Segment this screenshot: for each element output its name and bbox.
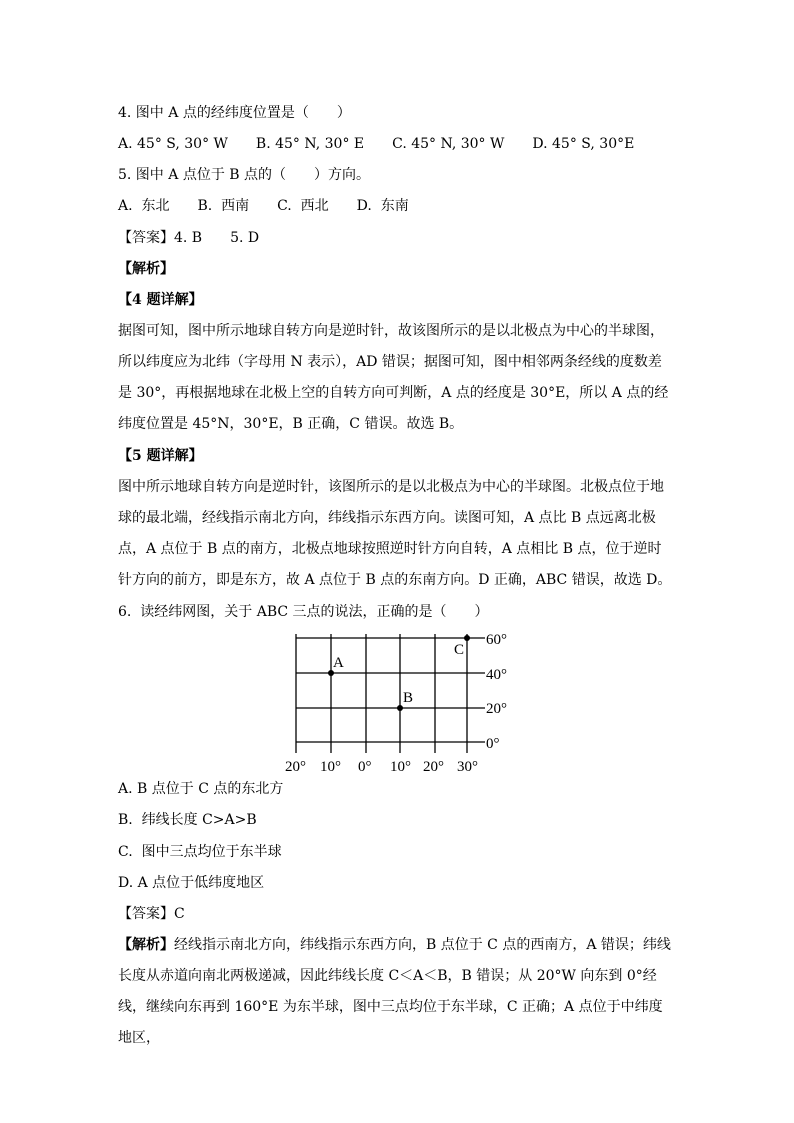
question-6-option-c: C. 图中三点均位于东半球 (118, 844, 282, 860)
question-4-detail-heading: 【4 题详解】 (118, 292, 203, 308)
question-4-options: A. 45° S, 30° W B. 45° N, 30° E C. 45° N, 30° W D. 45° S, 30°E (118, 136, 635, 152)
question-5-stem: 5. 图中 A 点位于 B 点的（ ）方向。 (118, 167, 371, 183)
lon-label-0: 0° (358, 759, 372, 775)
question-5-detail-body: 图中所示地球自转方向是逆时针，该图所示的是以北极点为中心的半球图。北极点位于地球的最北端，经线指示南北方向，纬线指示东西方向。读图可知，A 点比 B 点远离北极点，A 点位于 B 点的南方，北极点地球按照逆时针方向自转，A 点相比 B 点，位于逆时针方向的前方，即是东方，故 A 点位于 B 点的东南方向。D 正确，ABC 错误，故选 D。 (118, 479, 672, 588)
lat-label-0: 0° (486, 736, 500, 752)
question-6-option-d: D. A 点位于低纬度地区 (118, 875, 265, 891)
point-c-marker (464, 635, 470, 641)
question-6-analysis-label: 【解析】 (118, 937, 174, 953)
lat-label-40: 40° (486, 667, 507, 683)
lon-label-20e: 20° (423, 759, 444, 775)
lon-label-10e: 10° (390, 759, 411, 775)
question-6-option-b: B. 纬线长度 C>A>B (118, 812, 257, 828)
question-5-options: A. 东北 B. 西南 C. 西北 D. 东南 (118, 198, 409, 214)
point-c-label: C (454, 642, 465, 658)
question-6-answer: 【答案】C (118, 906, 185, 922)
analysis-label: 【解析】 (118, 261, 174, 277)
lat-label-20: 20° (486, 701, 507, 717)
lon-label-30e: 30° (457, 759, 478, 775)
point-b-label: B (403, 690, 414, 706)
lat-label-60: 60° (486, 632, 507, 648)
question-4-detail-body: 据图可知，图中所示地球自转方向是逆时针，故该图所示的是以北极点为中心的半球图，所以纬度应为北纬（字母用 N 表示），AD 错误；据图可知，图中相邻两条经线的度数差是 30°，再根据地球在北极上空的自转方向可判断，A 点的经度是 30°E，所以 A 点的经纬度位置是 45°N，30°E，B 正确，C 错误。故选 B。 (118, 323, 669, 432)
answer-4-5: 【答案】4. B 5. D (118, 230, 260, 246)
lon-label-20w: 20° (285, 759, 306, 775)
lat-lon-grid-figure (280, 628, 510, 778)
point-a-label: A (333, 655, 344, 671)
question-6-stem: 6. 读经纬网图，关于 ABC 三点的说法，正确的是（ ） (118, 604, 489, 620)
question-6-analysis-body: 经线指示南北方向，纬线指示东西方向，B 点位于 C 点的西南方，A 错误；纬线长度从赤道向南北两极递减，因此纬线长度 C＜A＜B，B 错误；从 20°W 向东到 0°经线，继续向东再到 160°E 为东半球，图中三点均位于东半球，C 正确；A 点位于中纬度地区， (118, 937, 671, 1046)
question-6-analysis (118, 930, 673, 1054)
question-4-stem: 4. 图中 A 点的经纬度位置是（ ） (118, 105, 351, 121)
question-6-option-a: A. B 点位于 C 点的东北方 (118, 781, 284, 797)
question-5-detail-heading: 【5 题详解】 (118, 448, 203, 464)
lon-label-10w: 10° (320, 759, 341, 775)
